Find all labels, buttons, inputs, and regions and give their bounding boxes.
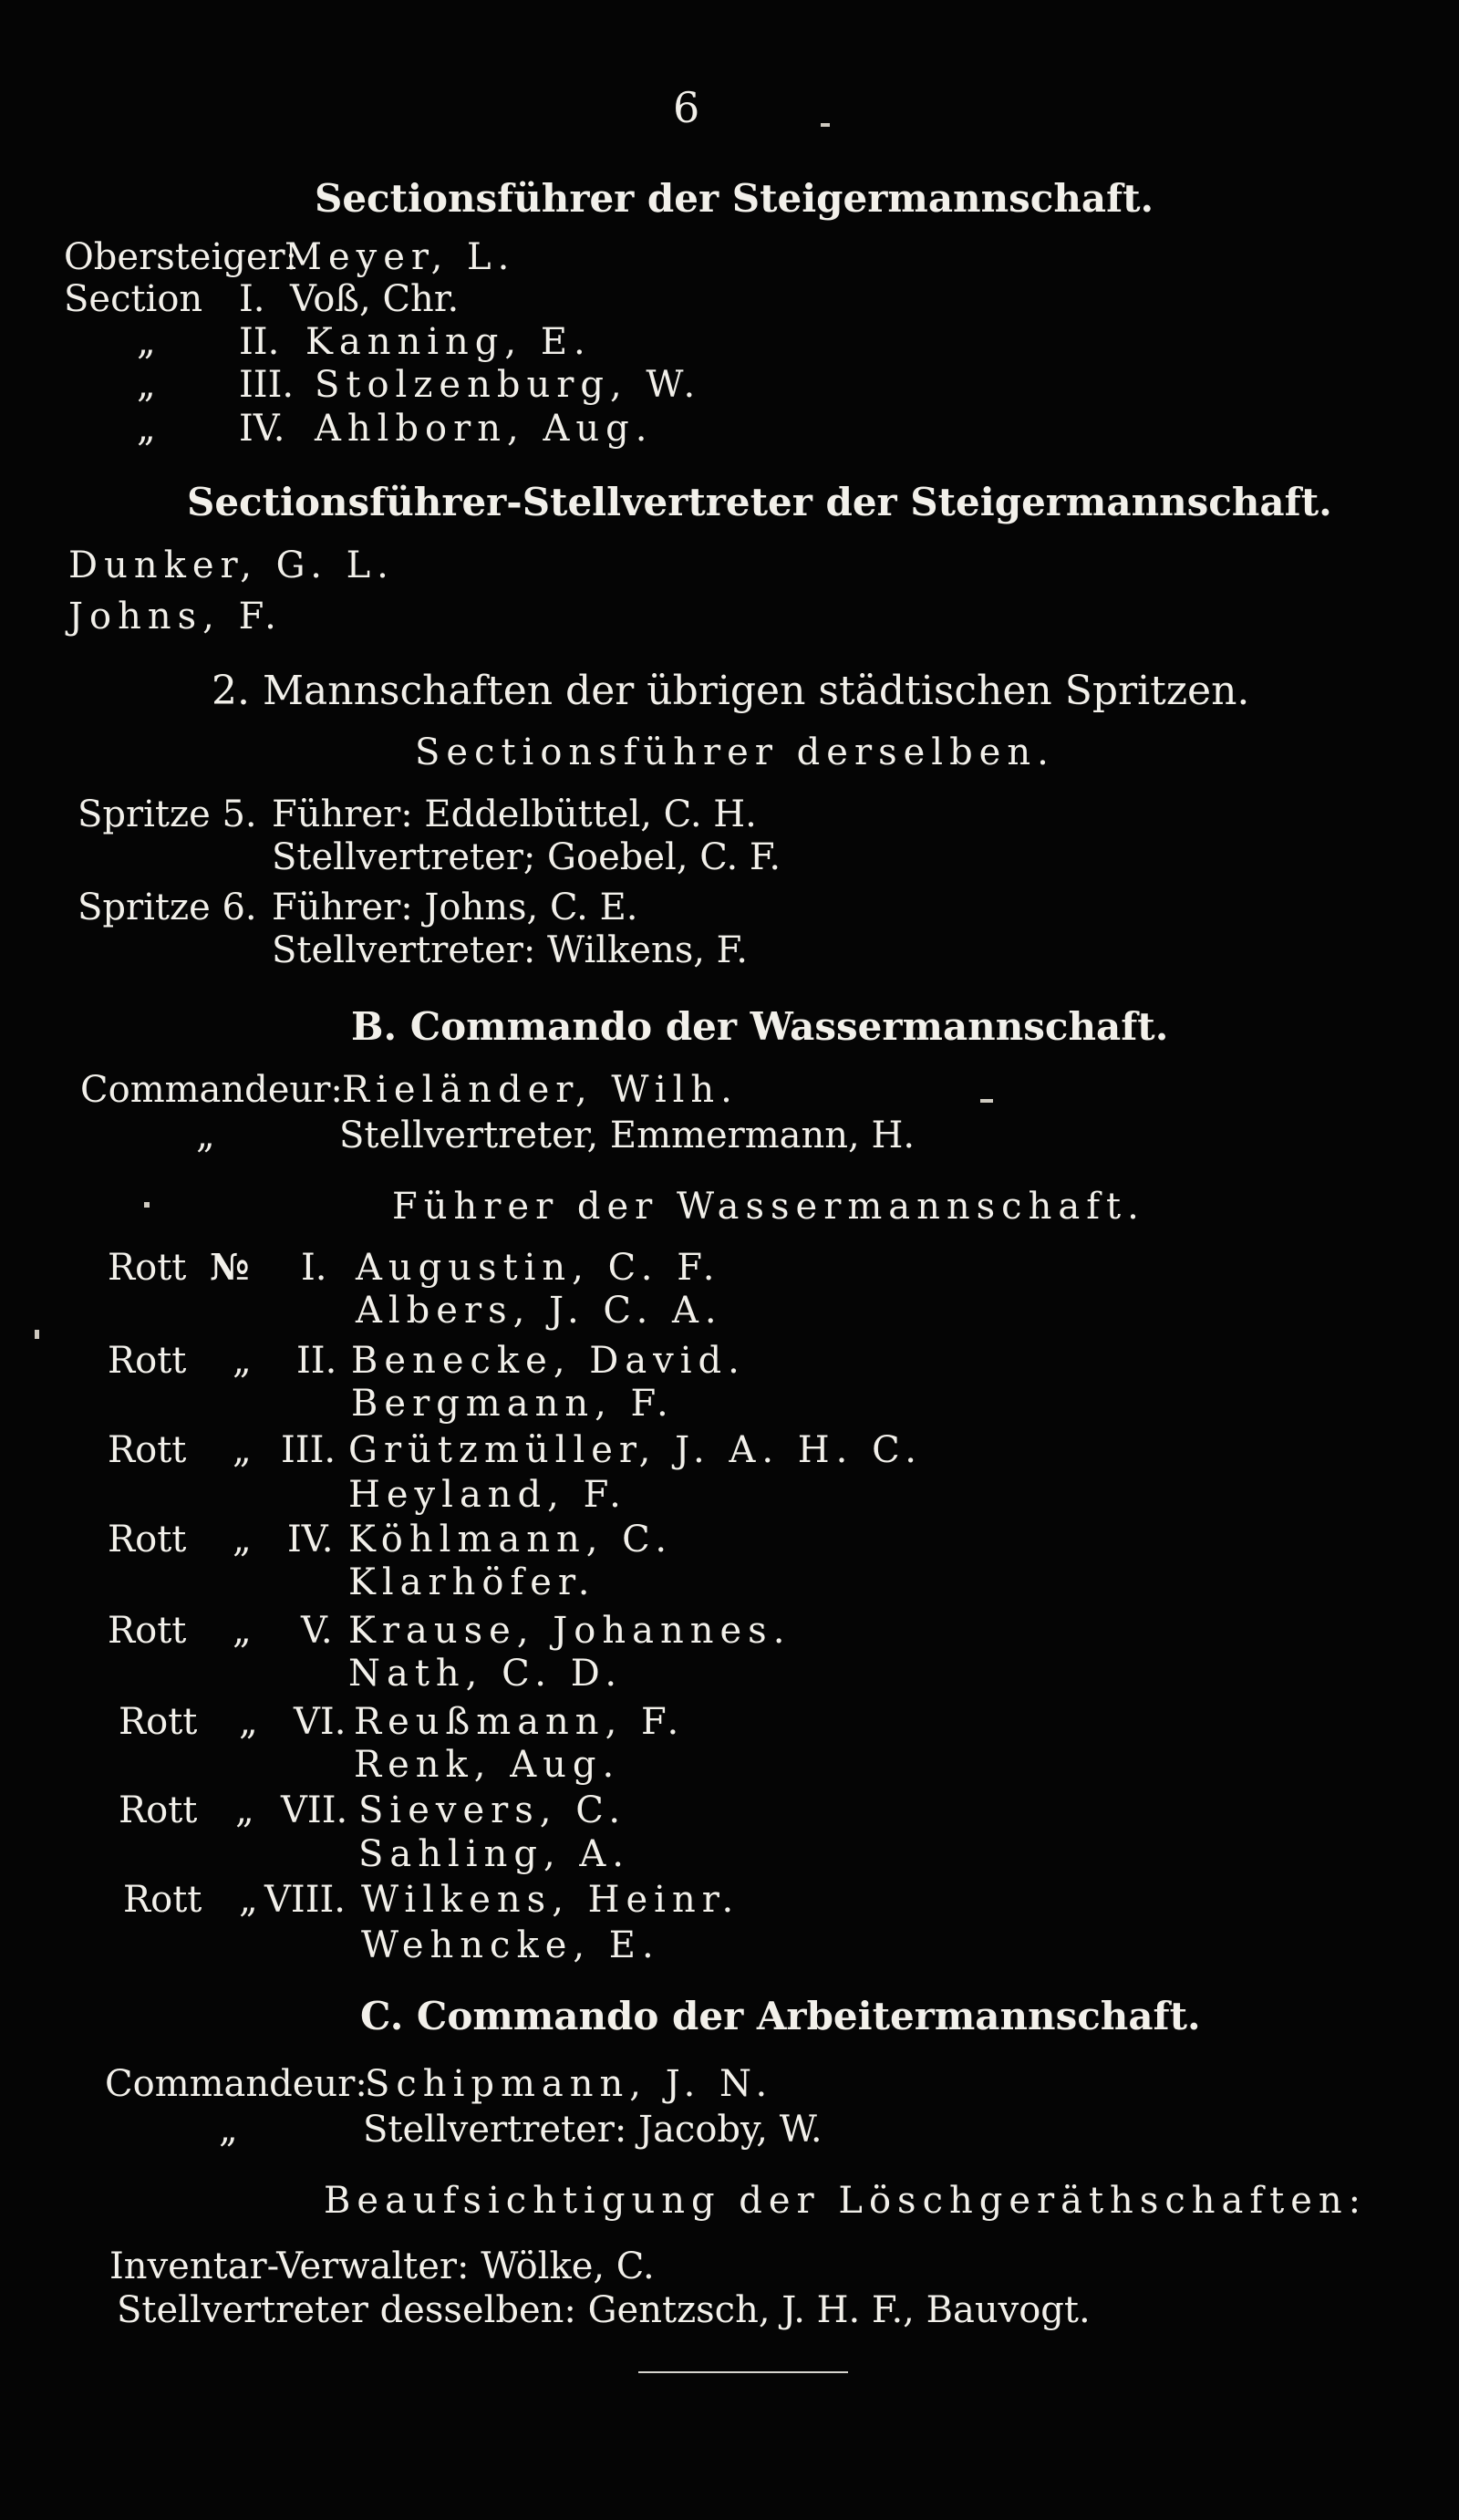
ditto-mark: „ bbox=[196, 1115, 215, 1156]
ditto-mark: „ bbox=[239, 1701, 258, 1743]
section-number: IV. bbox=[239, 408, 285, 450]
commander-label: Commandeur: bbox=[105, 2063, 367, 2105]
ditto-mark: „ bbox=[233, 1340, 252, 1382]
equipment-heading: Beaufsichtigung der Löschgeräthschaften: bbox=[324, 2180, 1368, 2222]
rott-label: Rott bbox=[119, 1789, 198, 1831]
deputy-name: Dunker, G. L. bbox=[68, 544, 395, 586]
section-heading-water: B. Commando der Wassermannschaft. bbox=[351, 1004, 1169, 1049]
ditto-mark: „ bbox=[233, 1429, 252, 1471]
rott-number: III. bbox=[281, 1429, 336, 1471]
inventory-deputy-line: Stellvertreter desselben: Gentzsch, J. H. F., Bauvogt. bbox=[117, 2289, 1091, 2331]
ditto-mark: „ bbox=[233, 1519, 252, 1561]
print-speck bbox=[980, 1099, 993, 1103]
commander-name: Rieländer, Wilh. bbox=[342, 1069, 739, 1111]
rott-member: Köhlmann, C. bbox=[348, 1519, 674, 1561]
section-leader-name: Ahlborn, Aug. bbox=[315, 408, 654, 450]
pump-line: Stellvertreter; Goebel, C. F. bbox=[272, 836, 781, 878]
rott-member: Sievers, C. bbox=[358, 1789, 627, 1831]
print-speck bbox=[821, 123, 830, 127]
rott-number: VI. bbox=[294, 1701, 347, 1743]
inventory-manager-line: Inventar-Verwalter: Wölke, C. bbox=[109, 2245, 655, 2287]
ditto-mark: „ bbox=[235, 1789, 254, 1831]
rott-label: Rott bbox=[108, 1340, 187, 1382]
pump-line: Stellvertreter: Wilkens, F. bbox=[272, 929, 748, 971]
section-heading-workers: C. Commando der Arbeitermannschaft. bbox=[360, 1994, 1201, 2038]
ditto-mark: „ bbox=[239, 1879, 258, 1921]
rott-label: Rott bbox=[119, 1701, 198, 1743]
commander-label: Commandeur: bbox=[80, 1069, 343, 1111]
ditto-mark: „ bbox=[219, 2109, 238, 2151]
rott-number: V. bbox=[301, 1610, 333, 1652]
section-prefix: Section bbox=[64, 278, 203, 320]
section-number: I. bbox=[239, 278, 265, 320]
print-speck bbox=[35, 1330, 39, 1339]
section-number: III. bbox=[239, 364, 295, 406]
rott-number: II. bbox=[296, 1340, 337, 1382]
rott-member: Grützmüller, J. A. H. C. bbox=[348, 1429, 923, 1471]
deputy-line: Stellvertreter: Jacoby, W. bbox=[363, 2109, 823, 2151]
closing-rule bbox=[638, 2371, 848, 2373]
section-heading-pumps: 2. Mannschaften der übrigen städtischen Spritzen. bbox=[212, 668, 1250, 714]
rott-label: Rott bbox=[123, 1879, 202, 1921]
rott-member: Bergmann, F. bbox=[351, 1383, 675, 1425]
leaders-heading: Führer der Wassermannschaft. bbox=[392, 1186, 1145, 1228]
commander-name: Schipmann, J. N. bbox=[365, 2063, 774, 2105]
deputy-name: Johns, F. bbox=[68, 596, 283, 638]
rott-member: Sahling, A. bbox=[358, 1833, 630, 1875]
pumps-subtitle: Sectionsführer derselben. bbox=[415, 731, 1055, 773]
rott-label: Rott bbox=[108, 1610, 187, 1652]
rott-member: Wilkens, Heinr. bbox=[361, 1879, 740, 1921]
rott-member: Albers, J. C. A. bbox=[356, 1290, 723, 1332]
number-sign: № bbox=[210, 1246, 250, 1289]
pump-label: Spritze 5. bbox=[78, 793, 257, 835]
rott-member: Benecke, David. bbox=[351, 1340, 746, 1382]
rott-member: Heyland, F. bbox=[348, 1474, 627, 1516]
rott-member: Krause, Johannes. bbox=[348, 1610, 792, 1652]
pump-label: Spritze 6. bbox=[78, 887, 257, 928]
rott-number: I. bbox=[301, 1247, 327, 1289]
rott-number: VIII. bbox=[264, 1879, 347, 1921]
section-heading-steiger: Sectionsführer der Steigermannschaft. bbox=[315, 176, 1154, 221]
pump-line: Führer: Johns, C. E. bbox=[272, 887, 638, 928]
section-leader-name: Stolzenburg, W. bbox=[315, 364, 702, 406]
pump-line: Führer: Eddelbüttel, C. H. bbox=[272, 793, 757, 835]
rott-label: Rott bbox=[108, 1429, 187, 1471]
rott-number: VII. bbox=[281, 1789, 348, 1831]
page-number: 6 bbox=[673, 83, 700, 132]
section-heading-deputies: Sectionsführer-Stellvertreter der Steigermannschaft. bbox=[187, 480, 1332, 524]
ditto-mark: „ bbox=[137, 364, 156, 406]
obersteiger-name: Meyer, L. bbox=[285, 236, 516, 278]
ditto-mark: „ bbox=[233, 1610, 252, 1652]
section-leader-name: Kanning, E. bbox=[305, 321, 592, 363]
deputy-line: Stellvertreter, Emmermann, H. bbox=[339, 1115, 916, 1156]
section-number: II. bbox=[239, 321, 280, 363]
rott-member: Klarhöfer. bbox=[348, 1561, 596, 1603]
section-leader-name: Voß, Chr. bbox=[290, 278, 460, 320]
rott-member: Reußmann, F. bbox=[354, 1701, 686, 1743]
print-speck bbox=[144, 1202, 150, 1208]
rott-label: Rott bbox=[108, 1519, 187, 1561]
rott-label: Rott bbox=[108, 1247, 187, 1289]
rott-member: Augustin, C. F. bbox=[356, 1247, 721, 1289]
rott-member: Renk, Aug. bbox=[354, 1744, 621, 1786]
rott-member: Wehncke, E. bbox=[361, 1924, 660, 1966]
ditto-mark: „ bbox=[137, 321, 156, 363]
obersteiger-label: Obersteiger: bbox=[64, 236, 298, 278]
ditto-mark: „ bbox=[137, 408, 156, 450]
rott-number: IV. bbox=[287, 1519, 334, 1561]
rott-member: Nath, C. D. bbox=[348, 1653, 624, 1695]
